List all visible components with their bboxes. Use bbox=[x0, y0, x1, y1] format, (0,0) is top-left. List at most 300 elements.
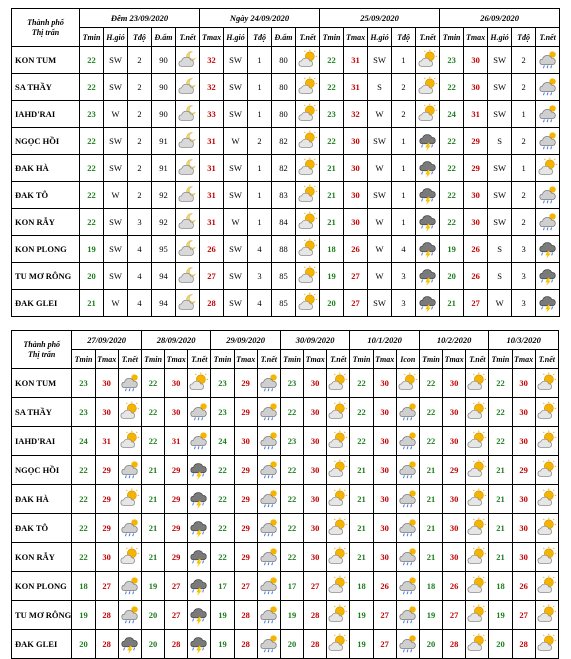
storm-cloud-icon bbox=[416, 209, 440, 236]
table-row bbox=[12, 74, 560, 101]
column-header: Icon bbox=[396, 350, 419, 369]
wind-direction: W bbox=[104, 290, 128, 317]
tmax-value: 31 bbox=[344, 74, 368, 101]
tmin-value: 21 bbox=[489, 485, 512, 514]
table-row bbox=[12, 485, 559, 514]
wind-direction: SW bbox=[488, 101, 512, 128]
tmin-value: 23 bbox=[320, 101, 344, 128]
corner-line-1: Thành phố bbox=[23, 339, 61, 349]
tmax-value: 30 bbox=[304, 369, 327, 398]
tmax-value: 28 bbox=[95, 601, 118, 630]
tmin-value: 19 bbox=[211, 630, 234, 659]
wind-direction: SW bbox=[104, 74, 128, 101]
tmin-value: 22 bbox=[72, 456, 95, 485]
tmin-value: 20 bbox=[141, 601, 164, 630]
tmin-value: 18 bbox=[489, 572, 512, 601]
tmax-value: 29 bbox=[234, 485, 257, 514]
column-header: Tđộ bbox=[248, 28, 272, 47]
column-header: T.nết bbox=[416, 28, 440, 47]
wind-speed: 2 bbox=[128, 128, 152, 155]
wind-speed: 3 bbox=[392, 263, 416, 290]
rain-cloud-icon bbox=[257, 456, 280, 485]
humidity-value: 90 bbox=[152, 74, 176, 101]
column-header: Tmax bbox=[304, 350, 327, 369]
storm-cloud-icon bbox=[188, 572, 211, 601]
sun-cloud-icon bbox=[327, 456, 350, 485]
wind-speed: 3 bbox=[392, 290, 416, 317]
column-header: T.nết bbox=[188, 350, 211, 369]
tmax-value: 28 bbox=[443, 630, 466, 659]
tmin-value: 19 bbox=[440, 236, 464, 263]
table-row bbox=[12, 543, 559, 572]
tmin-value: 23 bbox=[211, 369, 234, 398]
city-name: ĐAK GLEI bbox=[12, 290, 80, 317]
city-name: TU MƠ RÔNG bbox=[12, 601, 72, 630]
column-header: Tmin bbox=[320, 28, 344, 47]
city-name: IAHD'RAI bbox=[12, 101, 80, 128]
tmin-value: 22 bbox=[489, 369, 512, 398]
rain-cloud-icon bbox=[257, 485, 280, 514]
storm-cloud-icon bbox=[416, 263, 440, 290]
column-header: Tmin bbox=[280, 350, 303, 369]
sun-cloud-icon bbox=[416, 101, 440, 128]
cloud-night-icon bbox=[176, 209, 200, 236]
humidity-value: 91 bbox=[152, 155, 176, 182]
column-header: H.gió bbox=[104, 28, 128, 47]
tmax-value: 26 bbox=[512, 572, 535, 601]
column-header: Tđộ bbox=[392, 28, 416, 47]
rain-cloud-icon bbox=[118, 369, 141, 398]
sun-cloud-icon bbox=[296, 47, 320, 74]
wind-direction: SW bbox=[224, 182, 248, 209]
rain-cloud-icon bbox=[396, 514, 419, 543]
tmin-value: 20 bbox=[80, 263, 104, 290]
tmax-value: 30 bbox=[304, 398, 327, 427]
date-header: 26/09/2020 bbox=[440, 9, 560, 28]
column-header: Tmax bbox=[95, 350, 118, 369]
tmax-value: 30 bbox=[512, 514, 535, 543]
tmin-value: 19 bbox=[350, 630, 373, 659]
tmin-value: 20 bbox=[440, 263, 464, 290]
tmin-value: 18 bbox=[419, 572, 442, 601]
wind-speed: 2 bbox=[248, 128, 272, 155]
sun-cloud-icon bbox=[466, 630, 489, 659]
table-row bbox=[12, 236, 560, 263]
cloud-night-icon bbox=[176, 74, 200, 101]
sun-cloud-icon bbox=[466, 485, 489, 514]
date-header: 10/2/2020 bbox=[419, 331, 488, 350]
sun-cloud-icon bbox=[296, 263, 320, 290]
rain-cloud-icon bbox=[118, 456, 141, 485]
table-row bbox=[12, 630, 559, 659]
city-name: KON RẪY bbox=[12, 209, 80, 236]
rain-cloud-icon bbox=[396, 601, 419, 630]
tmin-value: 22 bbox=[350, 427, 373, 456]
tmax-value: 29 bbox=[165, 543, 188, 572]
tmax-value: 31 bbox=[200, 182, 224, 209]
humidity-value: 92 bbox=[152, 182, 176, 209]
tmin-value: 23 bbox=[72, 369, 95, 398]
tmax-value: 30 bbox=[443, 398, 466, 427]
tmax-value: 30 bbox=[344, 155, 368, 182]
table-row bbox=[12, 263, 560, 290]
column-header: Tđộ bbox=[512, 28, 536, 47]
sun-cloud-icon bbox=[118, 485, 141, 514]
tmin-value: 22 bbox=[280, 485, 303, 514]
humidity-value: 80 bbox=[272, 74, 296, 101]
tmin-value: 21 bbox=[419, 543, 442, 572]
sun-cloud-icon bbox=[327, 427, 350, 456]
storm-cloud-icon bbox=[536, 236, 560, 263]
tmin-value: 21 bbox=[141, 485, 164, 514]
tmax-value: 28 bbox=[95, 630, 118, 659]
tmax-value: 27 bbox=[304, 572, 327, 601]
column-header: Tmin bbox=[141, 350, 164, 369]
table-row bbox=[12, 128, 560, 155]
tmin-value: 21 bbox=[141, 514, 164, 543]
tmax-value: 32 bbox=[200, 74, 224, 101]
sun-cloud-icon bbox=[466, 427, 489, 456]
city-name: ĐAK TÔ bbox=[12, 182, 80, 209]
tmax-value: 29 bbox=[234, 369, 257, 398]
tmin-value: 22 bbox=[80, 74, 104, 101]
rain-cloud-icon bbox=[536, 47, 560, 74]
column-header: Tmax bbox=[344, 28, 368, 47]
tmax-value: 28 bbox=[200, 290, 224, 317]
tmin-value: 22 bbox=[280, 543, 303, 572]
rain-cloud-icon bbox=[396, 485, 419, 514]
column-header: Tmin bbox=[350, 350, 373, 369]
rain-cloud-icon bbox=[536, 74, 560, 101]
date-header: 10/1/2020 bbox=[350, 331, 419, 350]
tmin-value: 21 bbox=[419, 456, 442, 485]
storm-cloud-icon bbox=[188, 601, 211, 630]
sun-cloud-icon bbox=[535, 630, 558, 659]
wind-direction: SW bbox=[104, 128, 128, 155]
tmax-value: 29 bbox=[165, 514, 188, 543]
column-header: H.gió bbox=[368, 28, 392, 47]
column-header: H.gió bbox=[224, 28, 248, 47]
rain-cloud-icon bbox=[257, 369, 280, 398]
tmax-value: 30 bbox=[464, 47, 488, 74]
cloud-night-icon bbox=[176, 290, 200, 317]
wind-speed: 3 bbox=[512, 263, 536, 290]
sun-cloud-icon bbox=[466, 543, 489, 572]
tmax-value: 31 bbox=[200, 209, 224, 236]
tmin-value: 22 bbox=[72, 514, 95, 543]
storm-cloud-icon bbox=[416, 155, 440, 182]
storm-cloud-icon bbox=[188, 630, 211, 659]
storm-cloud-icon bbox=[416, 128, 440, 155]
forecast-table-1 bbox=[11, 8, 560, 317]
tmax-value: 27 bbox=[344, 263, 368, 290]
tmin-value: 21 bbox=[350, 543, 373, 572]
city-name: SA THẦY bbox=[12, 74, 80, 101]
rain-cloud-icon bbox=[188, 427, 211, 456]
tmax-value: 28 bbox=[165, 630, 188, 659]
tmin-value: 21 bbox=[350, 485, 373, 514]
rain-cloud-icon bbox=[396, 398, 419, 427]
wind-speed: 4 bbox=[128, 263, 152, 290]
wind-direction: S bbox=[488, 128, 512, 155]
humidity-value: 82 bbox=[272, 155, 296, 182]
sun-cloud-icon bbox=[296, 209, 320, 236]
city-name: SA THẦY bbox=[12, 398, 72, 427]
tmin-value: 21 bbox=[80, 290, 104, 317]
cloud-night-icon bbox=[176, 128, 200, 155]
tmin-value: 20 bbox=[280, 630, 303, 659]
wind-speed: 1 bbox=[248, 74, 272, 101]
column-header: Tmax bbox=[200, 28, 224, 47]
tmin-value: 22 bbox=[419, 398, 442, 427]
corner-line-1: Thành phố bbox=[27, 17, 64, 27]
city-name: KON PLONG bbox=[12, 236, 80, 263]
city-name: TU MƠ RÔNG bbox=[12, 263, 80, 290]
tmin-value: 21 bbox=[440, 290, 464, 317]
wind-direction: SW bbox=[488, 182, 512, 209]
wind-direction: SW bbox=[488, 155, 512, 182]
rain-cloud-icon bbox=[396, 572, 419, 601]
tmax-value: 26 bbox=[200, 236, 224, 263]
wind-speed: 4 bbox=[392, 236, 416, 263]
tmax-value: 30 bbox=[373, 456, 396, 485]
corner-line-2: Thị trấn bbox=[28, 349, 56, 359]
wind-speed: 1 bbox=[392, 182, 416, 209]
column-header: H.gió bbox=[488, 28, 512, 47]
tmax-value: 30 bbox=[464, 74, 488, 101]
sun-cloud-icon bbox=[188, 369, 211, 398]
tmin-value: 19 bbox=[72, 601, 95, 630]
sun-cloud-icon bbox=[296, 290, 320, 317]
tmax-value: 30 bbox=[95, 398, 118, 427]
column-header: Tmin bbox=[72, 350, 95, 369]
humidity-value: 80 bbox=[272, 101, 296, 128]
tmax-value: 30 bbox=[464, 182, 488, 209]
table-row bbox=[12, 209, 560, 236]
tmax-value: 27 bbox=[373, 601, 396, 630]
wind-speed: 1 bbox=[392, 155, 416, 182]
wind-speed: 1 bbox=[392, 128, 416, 155]
tmin-value: 24 bbox=[211, 427, 234, 456]
wind-direction: SW bbox=[368, 128, 392, 155]
wind-speed: 1 bbox=[248, 182, 272, 209]
sun-cloud-icon bbox=[296, 101, 320, 128]
storm-cloud-icon bbox=[536, 263, 560, 290]
wind-speed: 1 bbox=[248, 101, 272, 128]
tmax-value: 29 bbox=[234, 543, 257, 572]
column-header: Tmax bbox=[512, 350, 535, 369]
tmax-value: 29 bbox=[95, 514, 118, 543]
sun-cloud-icon bbox=[535, 369, 558, 398]
storm-cloud-icon bbox=[416, 182, 440, 209]
rain-cloud-icon bbox=[257, 572, 280, 601]
column-header: T.nết bbox=[327, 350, 350, 369]
city-name: NGỌC HỒI bbox=[12, 128, 80, 155]
wind-direction: SW bbox=[104, 236, 128, 263]
tmax-value: 30 bbox=[443, 514, 466, 543]
tmin-value: 22 bbox=[320, 74, 344, 101]
tmax-value: 29 bbox=[443, 456, 466, 485]
tmin-value: 22 bbox=[80, 47, 104, 74]
tmin-value: 23 bbox=[211, 398, 234, 427]
rain-cloud-icon bbox=[257, 543, 280, 572]
wind-speed: 1 bbox=[248, 155, 272, 182]
date-header: 25/09/2020 bbox=[320, 9, 440, 28]
tmin-value: 19 bbox=[419, 601, 442, 630]
tmax-value: 28 bbox=[304, 630, 327, 659]
wind-direction: W bbox=[368, 155, 392, 182]
humidity-value: 94 bbox=[152, 263, 176, 290]
humidity-value: 92 bbox=[152, 209, 176, 236]
tmin-value: 21 bbox=[320, 209, 344, 236]
wind-direction: SW bbox=[104, 263, 128, 290]
city-name: ĐAK TÔ bbox=[12, 514, 72, 543]
humidity-value: 91 bbox=[152, 128, 176, 155]
sun-cloud-icon bbox=[535, 543, 558, 572]
rain-cloud-icon bbox=[396, 630, 419, 659]
tmax-value: 30 bbox=[373, 514, 396, 543]
tmax-value: 30 bbox=[512, 398, 535, 427]
wind-direction: SW bbox=[368, 182, 392, 209]
tmax-value: 30 bbox=[443, 427, 466, 456]
column-header: T.nết bbox=[176, 28, 200, 47]
city-name: IAHD'RAI bbox=[12, 427, 72, 456]
tmax-value: 30 bbox=[344, 209, 368, 236]
sun-cloud-icon bbox=[466, 456, 489, 485]
sun-cloud-icon bbox=[327, 601, 350, 630]
tmax-value: 27 bbox=[234, 572, 257, 601]
tmin-value: 22 bbox=[141, 369, 164, 398]
sun-cloud-icon bbox=[466, 369, 489, 398]
tmin-value: 20 bbox=[72, 630, 95, 659]
wind-speed: 1 bbox=[248, 209, 272, 236]
tmax-value: 30 bbox=[304, 543, 327, 572]
sun-cloud-icon bbox=[327, 485, 350, 514]
sun-cloud-icon bbox=[535, 485, 558, 514]
tmax-value: 26 bbox=[373, 572, 396, 601]
storm-cloud-icon bbox=[188, 514, 211, 543]
tmax-value: 28 bbox=[234, 630, 257, 659]
column-header: Tmax bbox=[443, 350, 466, 369]
tmin-value: 24 bbox=[440, 101, 464, 128]
tmin-value: 22 bbox=[141, 427, 164, 456]
sun-cloud-icon bbox=[416, 47, 440, 74]
tmin-value: 22 bbox=[280, 398, 303, 427]
humidity-value: 84 bbox=[272, 209, 296, 236]
tmin-value: 19 bbox=[350, 601, 373, 630]
tmax-value: 29 bbox=[234, 398, 257, 427]
sun-cloud-icon bbox=[118, 427, 141, 456]
rain-cloud-icon bbox=[396, 543, 419, 572]
tmax-value: 30 bbox=[512, 543, 535, 572]
wind-speed: 2 bbox=[512, 128, 536, 155]
sun-cloud-icon bbox=[118, 543, 141, 572]
wind-speed: 1 bbox=[392, 47, 416, 74]
sun-cloud-icon bbox=[118, 398, 141, 427]
sun-cloud-icon bbox=[466, 601, 489, 630]
storm-cloud-icon bbox=[416, 290, 440, 317]
sun-cloud-icon bbox=[296, 155, 320, 182]
tmax-value: 27 bbox=[344, 290, 368, 317]
tmin-value: 22 bbox=[440, 128, 464, 155]
tmin-value: 22 bbox=[280, 514, 303, 543]
tmin-value: 22 bbox=[440, 74, 464, 101]
tmin-value: 21 bbox=[489, 543, 512, 572]
tmin-value: 24 bbox=[72, 427, 95, 456]
tmin-value: 22 bbox=[80, 128, 104, 155]
wind-direction: SW bbox=[488, 74, 512, 101]
table-row bbox=[12, 155, 560, 182]
table-row bbox=[12, 601, 559, 630]
column-header: Tmax bbox=[234, 350, 257, 369]
tmin-value: 23 bbox=[72, 398, 95, 427]
tmax-value: 30 bbox=[165, 369, 188, 398]
wind-speed: 2 bbox=[128, 47, 152, 74]
tmin-value: 19 bbox=[280, 601, 303, 630]
sun-cloud-icon bbox=[327, 369, 350, 398]
wind-speed: 2 bbox=[128, 182, 152, 209]
column-header: T.nết bbox=[296, 28, 320, 47]
sun-cloud-icon bbox=[296, 236, 320, 263]
tmin-value: 21 bbox=[141, 543, 164, 572]
wind-direction: SW bbox=[224, 236, 248, 263]
date-header: 30/09/2020 bbox=[280, 331, 350, 350]
tmin-value: 22 bbox=[211, 543, 234, 572]
humidity-value: 85 bbox=[272, 290, 296, 317]
sun-cloud-icon bbox=[535, 601, 558, 630]
tmin-value: 22 bbox=[489, 427, 512, 456]
cloud-night-icon bbox=[176, 101, 200, 128]
tmin-value: 21 bbox=[350, 456, 373, 485]
wind-direction: W bbox=[488, 290, 512, 317]
column-header: T.nết bbox=[536, 28, 560, 47]
corner-line-2: Thị trấn bbox=[31, 27, 60, 37]
wind-speed: 2 bbox=[512, 74, 536, 101]
tmax-value: 28 bbox=[512, 630, 535, 659]
tmax-value: 32 bbox=[200, 47, 224, 74]
tmax-value: 26 bbox=[443, 572, 466, 601]
tmin-value: 22 bbox=[320, 128, 344, 155]
sun-cloud-icon bbox=[327, 398, 350, 427]
tmin-value: 22 bbox=[80, 155, 104, 182]
tmax-value: 26 bbox=[344, 236, 368, 263]
humidity-value: 80 bbox=[272, 47, 296, 74]
tmin-value: 22 bbox=[320, 47, 344, 74]
wind-direction: SW bbox=[368, 47, 392, 74]
tmin-value: 22 bbox=[211, 485, 234, 514]
tmax-value: 31 bbox=[344, 47, 368, 74]
cloud-night-icon bbox=[176, 155, 200, 182]
tmax-value: 29 bbox=[234, 514, 257, 543]
table-row bbox=[12, 427, 559, 456]
rain-cloud-icon bbox=[536, 101, 560, 128]
column-header: Tmax bbox=[373, 350, 396, 369]
rain-cloud-icon bbox=[536, 128, 560, 155]
wind-direction: W bbox=[368, 236, 392, 263]
tmin-value: 23 bbox=[280, 427, 303, 456]
tmin-value: 20 bbox=[320, 290, 344, 317]
tmax-value: 30 bbox=[304, 485, 327, 514]
wind-speed: 2 bbox=[128, 74, 152, 101]
tmax-value: 29 bbox=[95, 456, 118, 485]
wind-direction: SW bbox=[224, 155, 248, 182]
tmin-value: 19 bbox=[320, 263, 344, 290]
tmax-value: 31 bbox=[95, 427, 118, 456]
rain-cloud-icon bbox=[118, 572, 141, 601]
tmin-value: 21 bbox=[419, 514, 442, 543]
date-header: 28/09/2020 bbox=[141, 331, 211, 350]
humidity-value: 90 bbox=[152, 47, 176, 74]
